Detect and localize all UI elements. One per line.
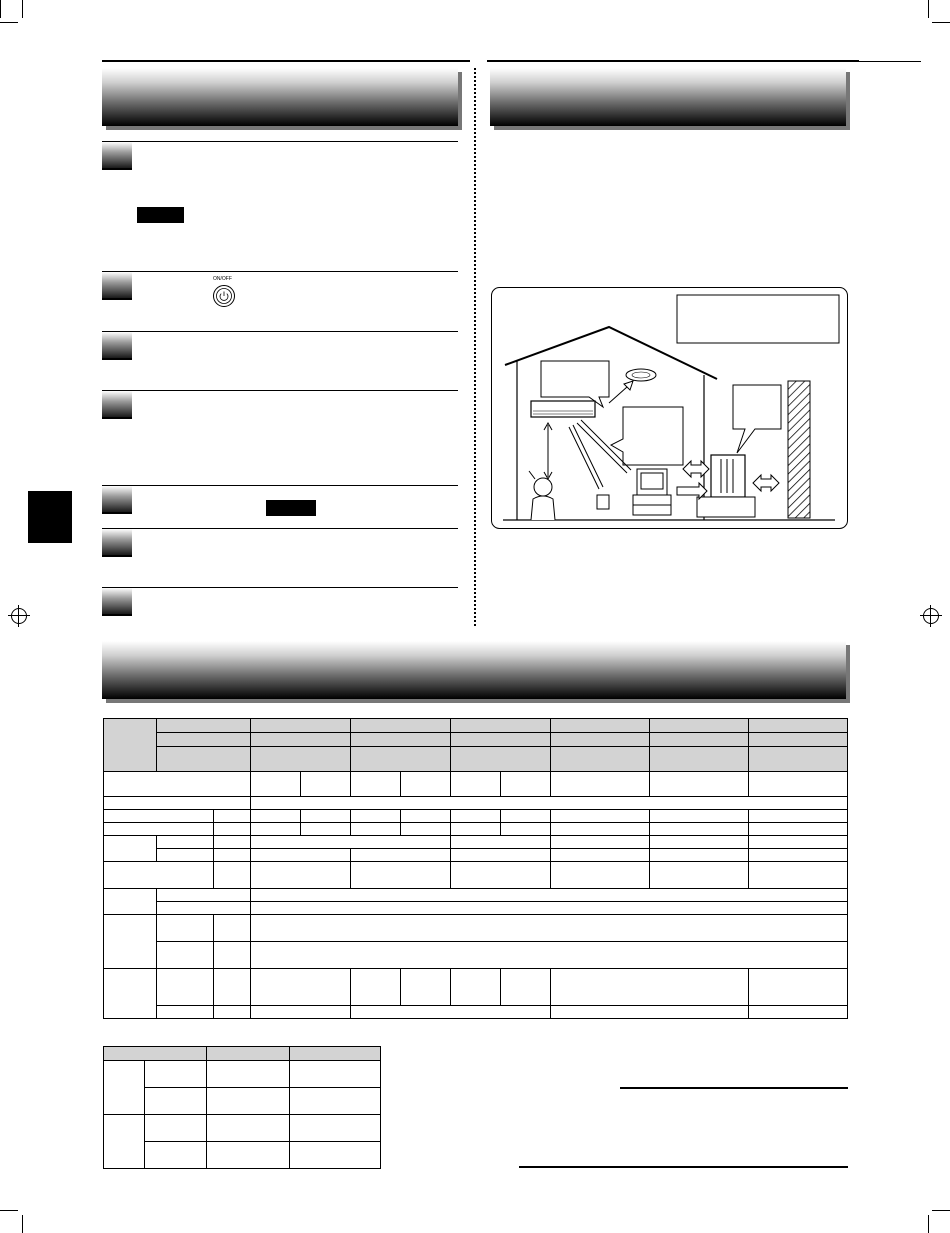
crop-mark [928,0,929,18]
step-marker [102,588,132,616]
note-label-box [137,207,184,223]
step-marker [102,142,132,170]
registration-mark-icon [11,608,27,624]
step-divider [102,390,458,391]
crop-mark [932,22,950,23]
step-divider [102,331,458,332]
step-marker [102,486,132,514]
onoff-button-label: ON/OFF [213,276,232,282]
crop-mark [0,22,18,23]
crop-mark [928,1215,929,1233]
crop-mark [22,1215,23,1233]
installation-illustration [491,287,848,529]
step-divider [102,141,458,142]
crop-mark [932,1210,950,1211]
step-marker [102,272,132,300]
section-banner-specifications [102,641,846,699]
power-button-icon[interactable] [212,284,236,308]
header-rule-right [487,60,859,62]
crop-mark [22,0,23,18]
step-marker [102,391,132,419]
fill-in-line [620,1087,848,1089]
crop-mark [0,1210,18,1211]
fill-in-line [519,1166,848,1168]
registration-mark-icon [923,608,939,624]
crop-mark [0,0,1,18]
step-divider [102,271,458,272]
section-banner-right [490,68,846,126]
step-divider [102,528,458,529]
section-banner-left [102,68,458,126]
step-marker [102,529,132,557]
header-rule-thin [859,61,921,62]
header-rule-left [102,60,470,62]
secondary-table [103,1046,381,1169]
step-divider [102,485,458,486]
column-divider [474,68,476,626]
specifications-table [103,718,848,1019]
step-marker [102,332,132,360]
chapter-tab [28,491,72,543]
note-label-box [266,500,316,516]
step-divider [102,587,458,588]
